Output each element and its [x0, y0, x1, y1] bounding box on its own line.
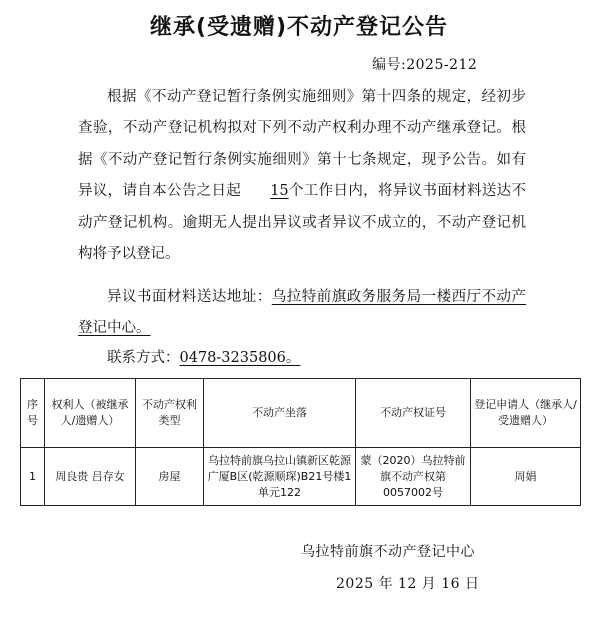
header-seq: 序号 [21, 379, 45, 448]
notice-text-part-b: 个工作日内，将异议书面材料送达不动产登记机构。逾期无人提出异议或者异议不成立的，不动产登记机构将予以登记。 [78, 183, 527, 263]
document-number: 编号:2025-212 [372, 57, 478, 73]
table-row [21, 448, 581, 506]
header-location: 不动产坐落 [204, 379, 356, 448]
objection-address-paragraph [78, 282, 526, 345]
header-right-type: 不动产权利类型 [136, 379, 204, 448]
issuing-authority: 乌拉特前旗不动产登记中心 [301, 544, 475, 560]
header-holder: 权利人（被继承人/遗赠人） [45, 379, 136, 448]
contact-phone: 0478-3235806。 [179, 350, 301, 366]
notice-text-part-a: 根据《不动产登记暂行条例实施细则》第十四条的规定，经初步查验，不动产登记机构拟对下列不动产权利办理不动产继承登记。根据《不动产登记暂行条例实施细则》第十七条规定，现予公告。如有异议，请自本公告之日起 [78, 89, 526, 200]
notice-paragraph-main [78, 82, 526, 270]
objection-address-label: 异议书面材料送达地址： [107, 289, 272, 305]
cell-right-type: 房屋 [136, 448, 204, 506]
header-applicant: 登记申请人（继承人/受遗赠人） [471, 379, 581, 448]
objection-address: 乌拉特前旗政务服务局一楼西厅不动产登记中心。 [78, 289, 526, 337]
registration-table [20, 378, 581, 506]
cell-seq: 1 [21, 448, 45, 506]
cell-holder: 周良贵 吕存女 [45, 448, 136, 506]
contact-label: 联系方式： [107, 350, 180, 366]
cell-certificate: 蒙（2020）乌拉特前旗不动产权第0057002号 [356, 448, 471, 506]
contact-line [78, 346, 300, 367]
notice-title: 继承(受遗赠)不动产登记公告 [149, 15, 449, 40]
cell-applicant: 周娟 [471, 448, 581, 506]
cell-location: 乌拉特前旗乌拉山镇新区乾源广厦B区(乾源顺琛)B21号楼1单元122 [204, 448, 356, 506]
objection-days: 15 [270, 183, 289, 200]
table-header-row [21, 379, 581, 448]
header-certificate: 不动产权证号 [356, 379, 471, 448]
issue-date: 2025 年 12 月 16 日 [336, 576, 480, 592]
